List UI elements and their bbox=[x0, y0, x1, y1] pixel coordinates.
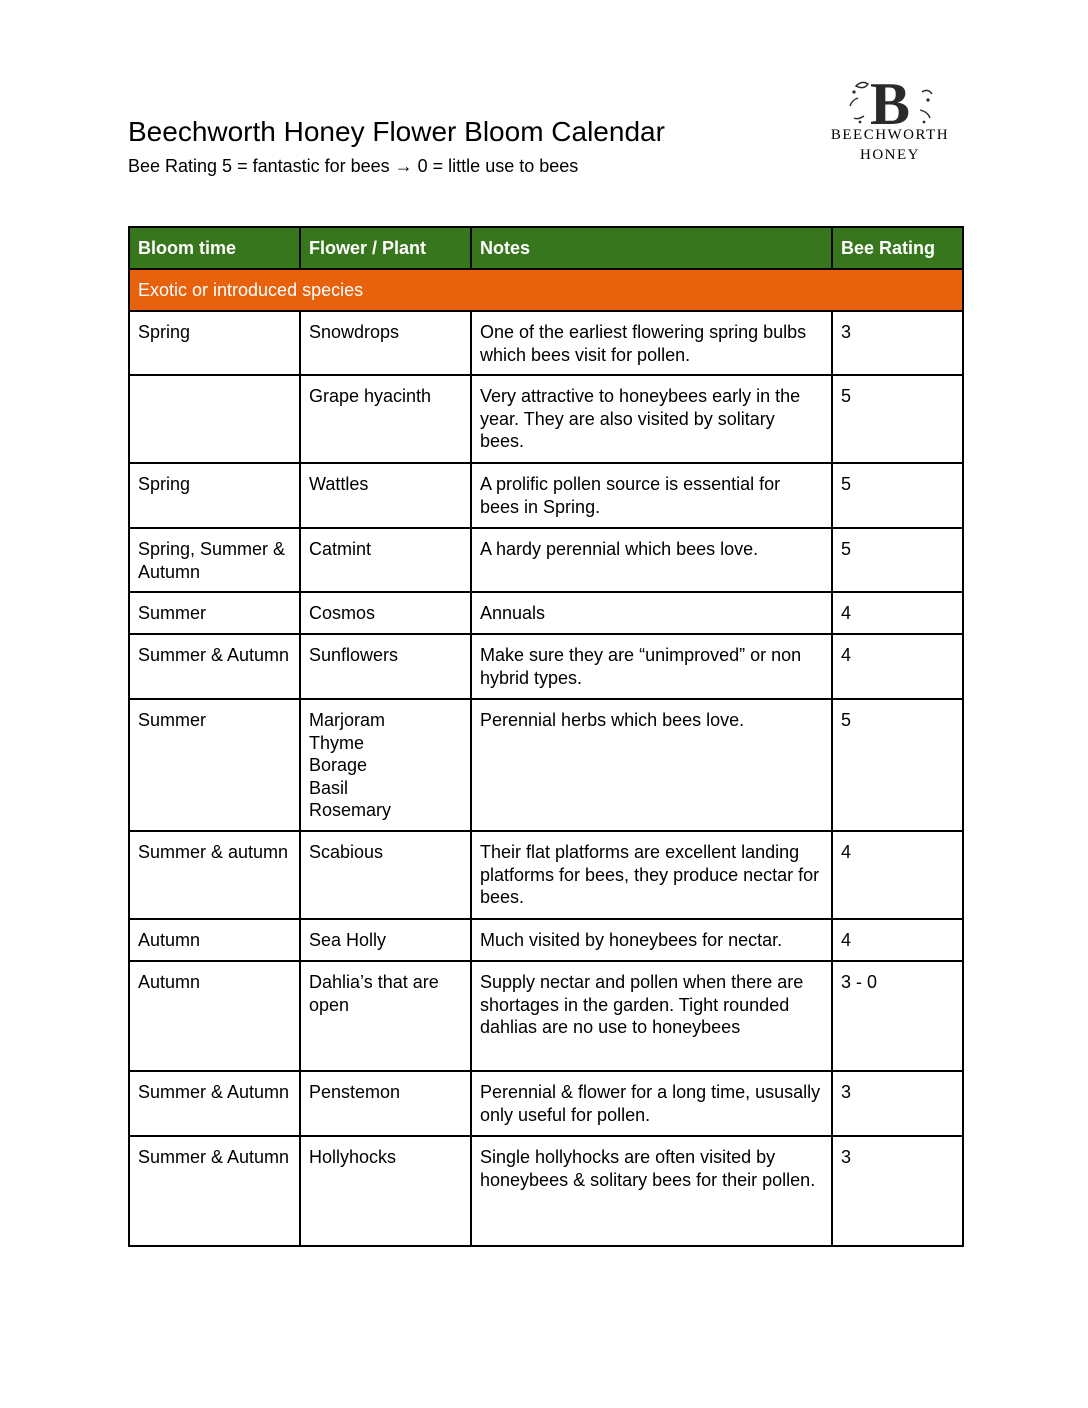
brand-logo bbox=[826, 72, 954, 164]
page-title: Beechworth Honey Flower Bloom Calendar bbox=[128, 116, 665, 147]
cell-bloom-time: Spring bbox=[129, 311, 300, 375]
cell-rating: 3 bbox=[832, 1136, 963, 1246]
cell-bloom-time: Summer & autumn bbox=[129, 831, 300, 919]
cell-bloom-time: Spring bbox=[129, 463, 300, 528]
cell-plant: Dahlia’s that are open bbox=[300, 961, 471, 1071]
table-row bbox=[129, 634, 963, 699]
page-subtitle: Bee Rating 5 = fantastic for bees → 0 = little use to bees bbox=[128, 156, 579, 176]
section-row bbox=[129, 269, 963, 311]
logo-text-line1: BEECHWORTH bbox=[830, 127, 950, 143]
cell-notes: A hardy perennial which bees love. bbox=[471, 528, 832, 592]
cell-notes: Single hollyhocks are often visited by honeybees & solitary bees for their pollen. bbox=[471, 1136, 832, 1246]
cell-bloom-time: Summer & Autumn bbox=[129, 1136, 300, 1246]
table-row bbox=[129, 1071, 963, 1136]
table-row bbox=[129, 699, 963, 831]
table-row bbox=[129, 1136, 963, 1246]
cell-notes: Very attractive to honeybees early in the year. They are also visited by solitary bees. bbox=[471, 375, 832, 463]
cell-plant: Cosmos bbox=[300, 592, 471, 634]
cell-rating: 5 bbox=[832, 699, 963, 831]
cell-bloom-time: Summer & Autumn bbox=[129, 1071, 300, 1136]
cell-notes: A prolific pollen source is essential for bees in Spring. bbox=[471, 463, 832, 528]
cell-plant: Sea Holly bbox=[300, 919, 471, 961]
section-label: Exotic or introduced species bbox=[129, 269, 963, 311]
cell-notes: Annuals bbox=[471, 592, 832, 634]
table-row bbox=[129, 528, 963, 592]
cell-rating: 4 bbox=[832, 592, 963, 634]
cell-bloom-time: Autumn bbox=[129, 919, 300, 961]
cell-plant: Marjoram Thyme Borage Basil Rosemary bbox=[300, 699, 471, 831]
cell-plant: Grape hyacinth bbox=[300, 375, 471, 463]
logo-letter: B bbox=[869, 72, 911, 130]
cell-plant: Catmint bbox=[300, 528, 471, 592]
column-header-bloom-time: Bloom time bbox=[129, 227, 300, 269]
logo-text-line2: HONEY bbox=[860, 147, 920, 163]
cell-plant: Penstemon bbox=[300, 1071, 471, 1136]
cell-bloom-time: Summer bbox=[129, 699, 300, 831]
column-header-bee-rating: Bee Rating bbox=[832, 227, 963, 269]
cell-notes: Perennial & flower for a long time, ususally only useful for pollen. bbox=[471, 1071, 832, 1136]
cell-rating: 3 bbox=[832, 1071, 963, 1136]
table-row bbox=[129, 311, 963, 375]
logo-monogram-icon bbox=[844, 72, 936, 130]
cell-notes: Their flat platforms are excellent landing platforms for bees, they produce nectar for bees. bbox=[471, 831, 832, 919]
cell-bloom-time bbox=[129, 375, 300, 463]
column-header-flower-plant: Flower / Plant bbox=[300, 227, 471, 269]
cell-plant: Scabious bbox=[300, 831, 471, 919]
cell-rating: 3 bbox=[832, 311, 963, 375]
column-header-notes: Notes bbox=[471, 227, 832, 269]
bloom-calendar-table bbox=[128, 226, 964, 1247]
cell-rating: 5 bbox=[832, 463, 963, 528]
cell-plant: Snowdrops bbox=[300, 311, 471, 375]
cell-bloom-time: Summer bbox=[129, 592, 300, 634]
cell-notes: Perennial herbs which bees love. bbox=[471, 699, 832, 831]
cell-rating: 4 bbox=[832, 634, 963, 699]
cell-rating: 3 - 0 bbox=[832, 961, 963, 1071]
cell-plant: Wattles bbox=[300, 463, 471, 528]
table-row bbox=[129, 463, 963, 528]
table-row bbox=[129, 592, 963, 634]
cell-plant: Hollyhocks bbox=[300, 1136, 471, 1246]
cell-rating: 4 bbox=[832, 831, 963, 919]
cell-notes: Much visited by honeybees for nectar. bbox=[471, 919, 832, 961]
cell-bloom-time: Summer & Autumn bbox=[129, 634, 300, 699]
table-header-row bbox=[129, 227, 963, 269]
cell-bloom-time: Spring, Summer & Autumn bbox=[129, 528, 300, 592]
cell-rating: 4 bbox=[832, 919, 963, 961]
cell-bloom-time: Autumn bbox=[129, 961, 300, 1071]
table-row bbox=[129, 919, 963, 961]
cell-notes: One of the earliest flowering spring bulbs which bees visit for pollen. bbox=[471, 311, 832, 375]
table-row bbox=[129, 375, 963, 463]
cell-plant: Sunflowers bbox=[300, 634, 471, 699]
cell-rating: 5 bbox=[832, 375, 963, 463]
cell-rating: 5 bbox=[832, 528, 963, 592]
cell-notes: Make sure they are “unimproved” or non hybrid types. bbox=[471, 634, 832, 699]
table-row bbox=[129, 961, 963, 1071]
cell-notes: Supply nectar and pollen when there are shortages in the garden. Tight rounded dahlias are no use to honeybees bbox=[471, 961, 832, 1071]
table-row bbox=[129, 831, 963, 919]
